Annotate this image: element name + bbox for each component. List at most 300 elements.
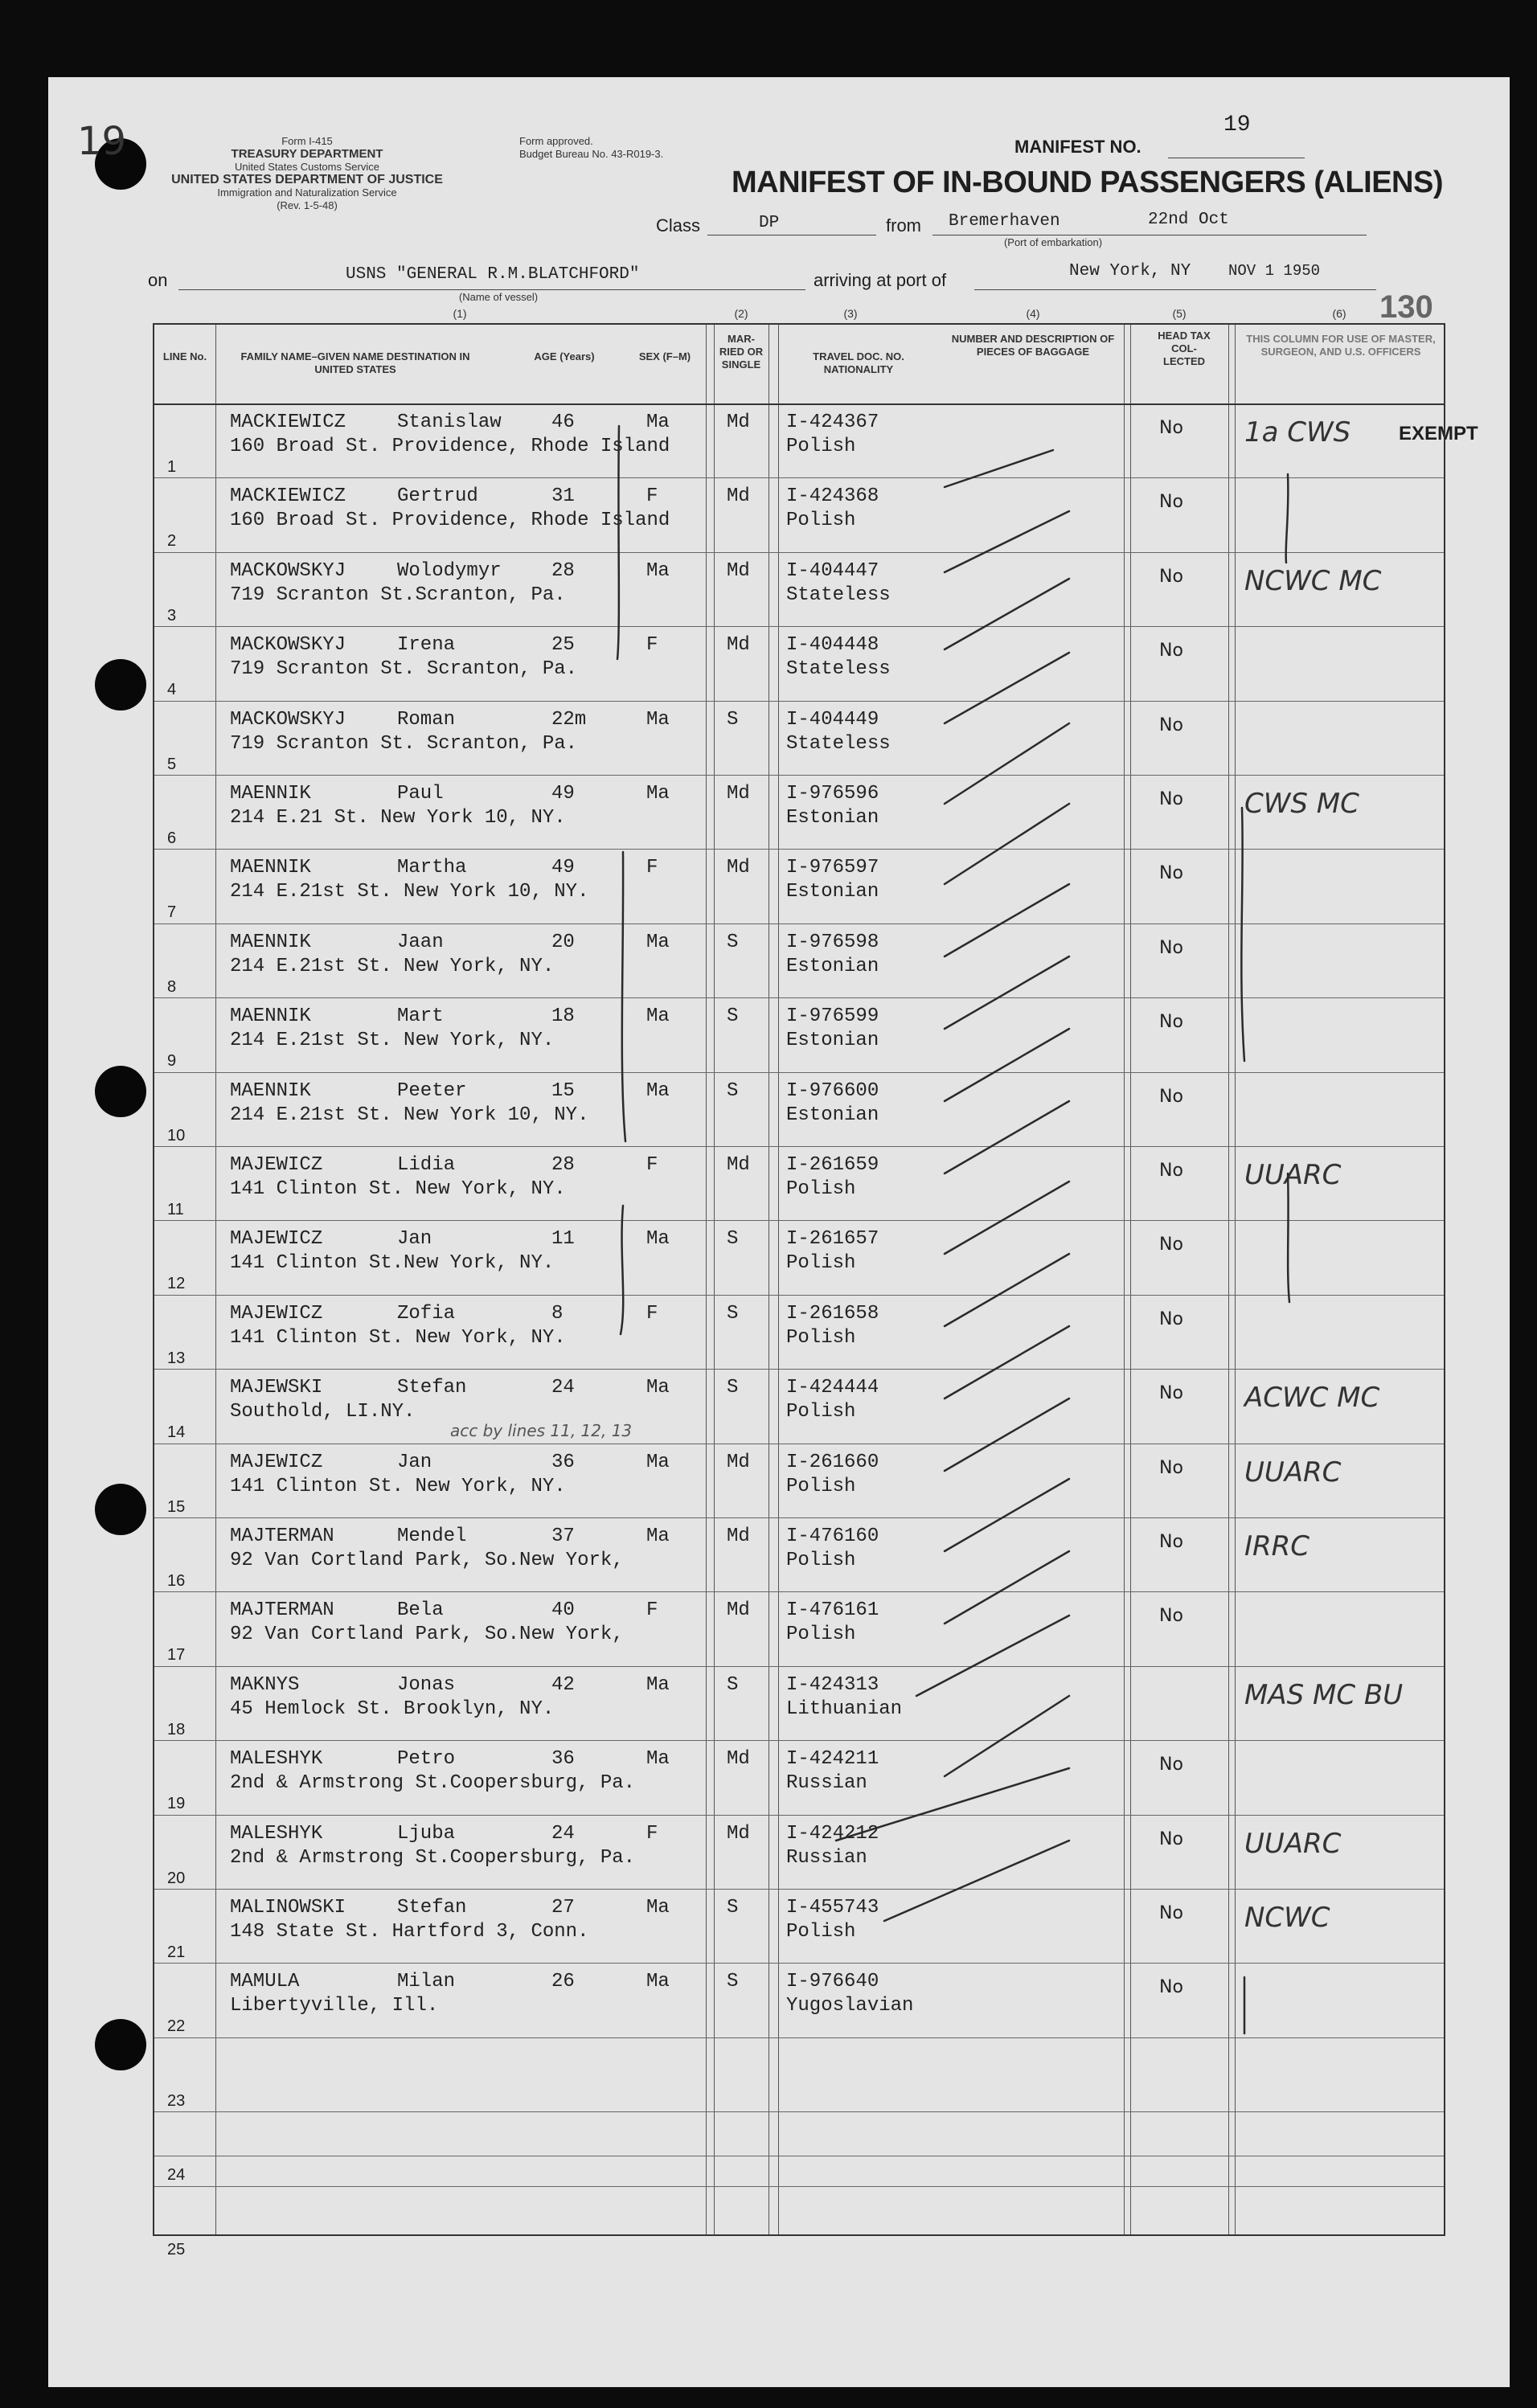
marital-status: S bbox=[727, 1079, 739, 1102]
marital-status: S bbox=[727, 1302, 739, 1325]
destination: 45 Hemlock St. Brooklyn, NY. bbox=[230, 1697, 555, 1720]
destination: 141 Clinton St. New York, NY. bbox=[230, 1326, 566, 1349]
officer-note: UUARC bbox=[1244, 1456, 1342, 1489]
col-head-tax: HEAD TAX COL- LECTED bbox=[1158, 330, 1211, 367]
sex-value: Ma bbox=[646, 1005, 670, 1028]
justice-department: UNITED STATES DEPARTMENT OF JUSTICE bbox=[171, 173, 443, 186]
nationality: Polish bbox=[786, 1475, 856, 1497]
travel-doc-number: I-261660 bbox=[786, 1451, 879, 1473]
age-value: 40 bbox=[551, 1599, 575, 1622]
head-tax: No bbox=[1159, 1755, 1183, 1775]
marital-status: Md bbox=[727, 1451, 750, 1473]
sex-value: F bbox=[646, 1822, 658, 1845]
from-label: from bbox=[886, 215, 921, 235]
nationality: Stateless bbox=[786, 732, 891, 755]
marital-status: Md bbox=[727, 1599, 750, 1622]
sex-value: Ma bbox=[646, 931, 670, 953]
col-head-marital: MAR- RIED OR SINGLE bbox=[719, 333, 764, 371]
given-name: Ljuba bbox=[397, 1822, 456, 1845]
baggage-check-mark bbox=[945, 956, 1069, 1029]
col-num-5: (5) bbox=[1172, 307, 1187, 320]
age-value: 42 bbox=[551, 1673, 575, 1696]
age-value: 46 bbox=[551, 412, 575, 433]
given-name: Stefan bbox=[397, 1377, 467, 1399]
sex-value: Ma bbox=[646, 1451, 670, 1473]
destination: 141 Clinton St. New York, NY. bbox=[230, 1475, 566, 1497]
nationality: Yugoslavian bbox=[786, 1995, 914, 2017]
head-tax: No bbox=[1159, 1086, 1183, 1107]
line-number: 7 bbox=[167, 903, 177, 922]
baggage-check-mark bbox=[836, 1768, 1069, 1841]
col-num-3: (3) bbox=[843, 307, 858, 320]
age-value: 31 bbox=[551, 485, 575, 508]
family-name: MAJEWICZ bbox=[230, 1228, 323, 1251]
immigration-service: Immigration and Naturalization Service bbox=[217, 186, 397, 199]
line-number: 9 bbox=[167, 1052, 177, 1071]
travel-doc-number: I-976598 bbox=[786, 931, 879, 953]
age-value: 28 bbox=[551, 1154, 575, 1176]
line-number: 20 bbox=[167, 1869, 186, 1887]
head-tax: No bbox=[1159, 789, 1183, 809]
line-number: 1 bbox=[167, 458, 177, 476]
head-tax: No bbox=[1159, 1012, 1183, 1033]
nationality: Polish bbox=[786, 1178, 856, 1200]
marital-status: S bbox=[727, 1673, 739, 1696]
travel-doc-number: I-976599 bbox=[786, 1005, 879, 1028]
sex-value: Ma bbox=[646, 783, 670, 805]
col-num-6: (6) bbox=[1332, 307, 1346, 320]
travel-doc-number: I-424444 bbox=[786, 1377, 879, 1399]
given-name: Petro bbox=[397, 1748, 456, 1771]
line-number: 25 bbox=[167, 2240, 186, 2259]
sex-value: Ma bbox=[646, 1228, 670, 1251]
baggage-check-mark bbox=[945, 804, 1069, 884]
family-name: MAENNIK bbox=[230, 1079, 311, 1102]
line-number: 12 bbox=[167, 1275, 186, 1293]
nationality: Stateless bbox=[786, 584, 891, 606]
travel-doc-number: I-404448 bbox=[786, 634, 879, 657]
age-value: 8 bbox=[551, 1302, 564, 1325]
baggage-check-mark bbox=[945, 1326, 1069, 1399]
embark-port: Bremerhaven bbox=[949, 212, 1060, 231]
family-name: MAJTERMAN bbox=[230, 1525, 334, 1547]
marital-status: Md bbox=[727, 783, 750, 805]
officer-line bbox=[1288, 1173, 1289, 1302]
head-tax: No bbox=[1159, 715, 1183, 735]
baggage-check-mark bbox=[945, 1029, 1069, 1101]
nationality: Russian bbox=[786, 1772, 867, 1795]
family-name: MAJTERMAN bbox=[230, 1599, 334, 1622]
given-name: Wolodymyr bbox=[397, 559, 502, 582]
baggage-check-mark bbox=[945, 1399, 1069, 1471]
baggage-check-mark bbox=[945, 1101, 1069, 1173]
family-name: MAJEWICZ bbox=[230, 1154, 323, 1176]
travel-doc-number: I-404449 bbox=[786, 708, 879, 731]
treasury-department: TREASURY DEPARTMENT bbox=[231, 147, 383, 161]
sex-value: Ma bbox=[646, 1971, 670, 1993]
line-number: 19 bbox=[167, 1795, 186, 1813]
col-head-age: AGE (Years) bbox=[534, 350, 595, 362]
sex-value: Ma bbox=[646, 708, 670, 731]
destination: 214 E.21st St. New York, NY. bbox=[230, 955, 555, 977]
given-name: Stefan bbox=[397, 1897, 467, 1919]
age-value: 49 bbox=[551, 783, 575, 805]
nationality: Polish bbox=[786, 1624, 856, 1646]
sex-value: Ma bbox=[646, 1748, 670, 1771]
form-approved: Form approved. bbox=[519, 135, 593, 147]
baggage-check-mark bbox=[945, 723, 1069, 804]
marital-status: Md bbox=[727, 559, 750, 582]
head-tax: No bbox=[1159, 1235, 1183, 1255]
head-tax: No bbox=[1159, 641, 1183, 661]
head-tax: No bbox=[1159, 1383, 1183, 1404]
marital-status: S bbox=[727, 1897, 739, 1919]
given-name: Peeter bbox=[397, 1079, 467, 1102]
family-name: MAMULA bbox=[230, 1971, 300, 1993]
family-name: MALINOWSKI bbox=[230, 1897, 346, 1919]
line-number: 22 bbox=[167, 2017, 186, 2036]
nationality: Russian bbox=[786, 1846, 867, 1869]
family-name: MACKOWSKYJ bbox=[230, 634, 346, 657]
age-value: 37 bbox=[551, 1525, 575, 1547]
family-name: MAJEWICZ bbox=[230, 1302, 323, 1325]
sex-value: F bbox=[646, 1154, 658, 1176]
head-tax: No bbox=[1159, 566, 1183, 587]
nationality: Estonian bbox=[786, 881, 879, 903]
sex-value: Ma bbox=[646, 1079, 670, 1102]
travel-doc-number: I-261657 bbox=[786, 1228, 879, 1251]
officer-line bbox=[1241, 808, 1244, 1061]
destination: 214 E.21st St. New York, NY. bbox=[230, 1030, 555, 1052]
nationality: Polish bbox=[786, 1550, 856, 1571]
sex-value: F bbox=[646, 1302, 658, 1325]
nationality: Polish bbox=[786, 510, 856, 532]
class-label: Class bbox=[656, 215, 701, 235]
destination: Libertyville, Ill. bbox=[230, 1995, 439, 2017]
family-name: MACKOWSKYJ bbox=[230, 708, 346, 731]
given-name: Bela bbox=[397, 1599, 444, 1622]
stamp-number: 130 bbox=[1379, 289, 1433, 325]
age-value: 24 bbox=[551, 1377, 575, 1399]
line-number: 11 bbox=[167, 1201, 184, 1218]
given-name: Paul bbox=[397, 783, 444, 805]
manifest-title: MANIFEST OF IN-BOUND PASSENGERS (ALIENS) bbox=[732, 166, 1443, 199]
travel-doc-number: I-976600 bbox=[786, 1079, 879, 1102]
marital-status: S bbox=[727, 1228, 739, 1251]
check-stroke bbox=[622, 852, 625, 1141]
marital-status: Md bbox=[727, 412, 750, 433]
travel-doc-number: I-976597 bbox=[786, 857, 879, 879]
baggage-check-mark bbox=[884, 1841, 1069, 1921]
sex-value: Ma bbox=[646, 412, 670, 433]
travel-doc-number: I-261659 bbox=[786, 1154, 879, 1176]
travel-doc-number: I-976596 bbox=[786, 783, 879, 805]
officer-note: UUARC bbox=[1244, 1159, 1342, 1191]
given-name: Jonas bbox=[397, 1673, 456, 1696]
travel-doc-number: I-261658 bbox=[786, 1302, 879, 1325]
age-value: 49 bbox=[551, 857, 575, 879]
sex-value: F bbox=[646, 485, 658, 508]
sex-value: Ma bbox=[646, 1377, 670, 1399]
col-head-officers: THIS COLUMN FOR USE OF MASTER, SURGEON, AND U.S. OFFICERS bbox=[1246, 333, 1436, 358]
baggage-check-mark bbox=[945, 1181, 1069, 1254]
family-name: MAENNIK bbox=[230, 931, 311, 953]
age-value: 25 bbox=[551, 634, 575, 657]
destination: Southold, LI.NY. bbox=[230, 1401, 416, 1423]
destination: 214 E.21 St. New York 10, NY. bbox=[230, 807, 566, 829]
nationality: Polish bbox=[786, 1326, 856, 1349]
age-value: 18 bbox=[551, 1005, 575, 1028]
destination: 214 E.21st St. New York 10, NY. bbox=[230, 881, 589, 903]
line-number: 8 bbox=[167, 977, 177, 996]
line-number: 5 bbox=[167, 755, 177, 773]
given-name: Roman bbox=[397, 708, 456, 731]
page-mark: 19 bbox=[77, 119, 127, 164]
baggage-check-mark bbox=[916, 1616, 1069, 1696]
family-name: MAJEWICZ bbox=[230, 1451, 323, 1473]
officer-note: NCWC MC bbox=[1244, 564, 1382, 597]
nationality: Stateless bbox=[786, 658, 891, 681]
baggage-check-mark bbox=[945, 1254, 1069, 1326]
line-number: 10 bbox=[167, 1126, 186, 1145]
nationality: Estonian bbox=[786, 1104, 879, 1126]
officer-note: ACWC MC bbox=[1244, 1382, 1380, 1415]
col-num-2: (2) bbox=[734, 307, 748, 320]
destination: 160 Broad St. Providence, Rhode Island bbox=[230, 436, 670, 457]
marital-status: Md bbox=[727, 1748, 750, 1771]
officer-note: NCWC bbox=[1244, 1902, 1330, 1934]
on-label: on bbox=[148, 270, 168, 290]
line-number: 2 bbox=[167, 532, 177, 551]
head-tax: No bbox=[1159, 1532, 1183, 1552]
check-stroke bbox=[617, 426, 619, 659]
baggage-check-mark bbox=[945, 653, 1069, 723]
officer-note: 1a CWS bbox=[1244, 416, 1351, 448]
marital-status: S bbox=[727, 708, 739, 731]
head-tax: No bbox=[1159, 1457, 1183, 1478]
arriving-label: arriving at port of bbox=[814, 270, 947, 290]
travel-doc-number: I-455743 bbox=[786, 1897, 879, 1919]
baggage-check-mark bbox=[945, 511, 1069, 572]
line-number: 4 bbox=[167, 681, 177, 699]
head-tax: No bbox=[1159, 1161, 1183, 1181]
embark-date: 22nd Oct bbox=[1148, 211, 1229, 229]
travel-doc-number: I-476161 bbox=[786, 1599, 879, 1622]
family-name: MALESHYK bbox=[230, 1822, 323, 1845]
destination: 214 E.21st St. New York 10, NY. bbox=[230, 1104, 589, 1126]
officer-note: IRRC bbox=[1244, 1530, 1310, 1562]
nationality: Estonian bbox=[786, 1030, 879, 1052]
marital-status: S bbox=[727, 1377, 739, 1399]
age-value: 15 bbox=[551, 1079, 575, 1102]
marital-status: Md bbox=[727, 1822, 750, 1845]
travel-doc-number: I-476160 bbox=[786, 1525, 879, 1547]
given-name: Lidia bbox=[397, 1154, 456, 1176]
family-name: MAJEWSKI bbox=[230, 1377, 323, 1399]
family-name: MAENNIK bbox=[230, 857, 311, 879]
travel-doc-number: I-404447 bbox=[786, 559, 879, 582]
baggage-check-mark bbox=[945, 1479, 1069, 1551]
marital-status: S bbox=[727, 1005, 739, 1028]
family-name: MAENNIK bbox=[230, 783, 311, 805]
given-name: Jaan bbox=[397, 931, 444, 953]
line-number: 15 bbox=[167, 1497, 186, 1516]
age-value: 36 bbox=[551, 1451, 575, 1473]
manifest-no-value: 19 bbox=[1223, 113, 1251, 137]
destination: 92 Van Cortland Park, So.New York, bbox=[230, 1624, 624, 1646]
nationality: Estonian bbox=[786, 807, 879, 829]
baggage-check-mark bbox=[945, 1696, 1069, 1776]
baggage-check-mark bbox=[945, 1551, 1069, 1624]
given-name: Stanislaw bbox=[397, 412, 502, 433]
nationality: Polish bbox=[786, 1401, 856, 1423]
age-value: 20 bbox=[551, 931, 575, 953]
travel-doc-number: I-424211 bbox=[786, 1748, 879, 1771]
family-name: MAKNYS bbox=[230, 1673, 300, 1696]
line-number: 6 bbox=[167, 829, 177, 847]
age-value: 22m bbox=[551, 708, 587, 731]
marital-status: Md bbox=[727, 1525, 750, 1547]
sex-value: F bbox=[646, 1599, 658, 1622]
family-name: MACKOWSKYJ bbox=[230, 559, 346, 582]
destination: 719 Scranton St. Scranton, Pa. bbox=[230, 732, 578, 755]
col-head-doc: TRAVEL DOC. NO. NATIONALITY bbox=[813, 350, 904, 375]
officer-note: UUARC bbox=[1244, 1827, 1342, 1860]
sex-value: Ma bbox=[646, 559, 670, 582]
sex-value: F bbox=[646, 634, 658, 657]
given-name: Irena bbox=[397, 634, 456, 657]
age-value: 24 bbox=[551, 1822, 575, 1845]
age-value: 36 bbox=[551, 1748, 575, 1771]
given-name: Zofia bbox=[397, 1302, 456, 1325]
family-name: MACKIEWICZ bbox=[230, 485, 346, 508]
arrival-port: New York, NY bbox=[1069, 262, 1191, 281]
head-tax: No bbox=[1159, 1829, 1183, 1849]
line-number: 17 bbox=[167, 1646, 186, 1665]
destination: 2nd & Armstrong St.Coopersburg, Pa. bbox=[230, 1846, 636, 1869]
budget-bureau: Budget Bureau No. 43-R019-3. bbox=[519, 148, 664, 160]
line-number: 3 bbox=[167, 606, 177, 625]
given-name: Jan bbox=[397, 1451, 432, 1473]
sex-value: F bbox=[646, 857, 658, 879]
head-tax: No bbox=[1159, 1977, 1183, 1998]
head-tax: No bbox=[1159, 1308, 1183, 1329]
col-num-1: (1) bbox=[453, 307, 467, 320]
line-number: 13 bbox=[167, 1349, 186, 1367]
marital-status: S bbox=[727, 931, 739, 953]
nationality: Polish bbox=[786, 1252, 856, 1275]
line-number: 23 bbox=[167, 2091, 186, 2110]
col-num-4: (4) bbox=[1026, 307, 1040, 320]
destination: 719 Scranton St. Scranton, Pa. bbox=[230, 658, 578, 681]
given-name: Martha bbox=[397, 857, 467, 879]
given-name: Milan bbox=[397, 1971, 456, 1993]
nationality: Polish bbox=[786, 436, 856, 457]
pencil-annotation: acc by lines 11, 12, 13 bbox=[450, 1421, 633, 1440]
marital-status: Md bbox=[727, 857, 750, 879]
customs-service: United States Customs Service bbox=[235, 161, 379, 173]
given-name: Gertrud bbox=[397, 485, 478, 508]
officer-line bbox=[1286, 474, 1289, 563]
family-name: MALESHYK bbox=[230, 1748, 323, 1771]
sex-value: Ma bbox=[646, 1525, 670, 1547]
destination: 92 Van Cortland Park, So.New York, bbox=[230, 1550, 624, 1571]
officer-note: MAS MC BU bbox=[1244, 1678, 1404, 1711]
officer-note: CWS MC bbox=[1244, 788, 1359, 820]
baggage-check-mark bbox=[945, 884, 1069, 956]
family-name: MAENNIK bbox=[230, 1005, 311, 1028]
sex-value: Ma bbox=[646, 1673, 670, 1696]
col-head-baggage: NUMBER AND DESCRIPTION OF PIECES OF BAGGAGE bbox=[951, 333, 1115, 358]
marital-status: Md bbox=[727, 634, 750, 657]
age-value: 26 bbox=[551, 1971, 575, 1993]
nationality: Polish bbox=[786, 1921, 856, 1943]
head-tax: No bbox=[1159, 1903, 1183, 1923]
nationality: Estonian bbox=[786, 955, 879, 977]
head-tax: No bbox=[1159, 418, 1183, 438]
age-value: 27 bbox=[551, 1897, 575, 1919]
marital-status: S bbox=[727, 1971, 739, 1993]
age-value: 28 bbox=[551, 559, 575, 582]
form-number: Form I-415 bbox=[281, 135, 333, 147]
destination: 719 Scranton St.Scranton, Pa. bbox=[230, 584, 566, 606]
travel-doc-number: I-424368 bbox=[786, 485, 879, 508]
vessel-name: USNS "GENERAL R.M.BLATCHFORD" bbox=[346, 265, 640, 284]
col-head-line: LINE No. bbox=[162, 350, 207, 362]
class-value: DP bbox=[759, 214, 780, 232]
destination: 148 State St. Hartford 3, Conn. bbox=[230, 1921, 589, 1943]
embark-caption: (Port of embarkation) bbox=[1003, 236, 1103, 248]
head-tax: No bbox=[1159, 937, 1183, 958]
travel-doc-number: I-976640 bbox=[786, 1971, 879, 1993]
marital-status: Md bbox=[727, 485, 750, 508]
destination: 141 Clinton St.New York, NY. bbox=[230, 1252, 555, 1275]
destination: 2nd & Armstrong St.Coopersburg, Pa. bbox=[230, 1772, 636, 1795]
line-number: 14 bbox=[167, 1423, 186, 1442]
family-name: MACKIEWICZ bbox=[230, 412, 346, 433]
col-head-name: FAMILY NAME–GIVEN NAME DESTINATION IN UNITED STATES bbox=[240, 350, 470, 375]
vessel-caption: (Name of vessel) bbox=[458, 291, 539, 303]
sex-value: Ma bbox=[646, 1897, 670, 1919]
given-name: Jan bbox=[397, 1228, 432, 1251]
baggage-check-mark bbox=[945, 579, 1069, 649]
baggage-check-mark bbox=[945, 450, 1053, 487]
head-tax: No bbox=[1159, 1606, 1183, 1627]
nationality: Lithuanian bbox=[786, 1697, 903, 1720]
col-head-sex: SEX (F–M) bbox=[638, 350, 691, 362]
line-number: 24 bbox=[167, 2166, 186, 2185]
travel-doc-number: I-424212 bbox=[786, 1822, 879, 1845]
destination: 141 Clinton St. New York, NY. bbox=[230, 1178, 566, 1200]
form-revision: (Rev. 1-5-48) bbox=[277, 199, 338, 211]
travel-doc-number: I-424367 bbox=[786, 412, 879, 433]
given-name: Mendel bbox=[397, 1525, 467, 1547]
destination: 160 Broad St. Providence, Rhode Island bbox=[230, 510, 670, 532]
given-name: Mart bbox=[397, 1005, 444, 1028]
line-number: 18 bbox=[167, 1720, 186, 1738]
head-tax: No bbox=[1159, 492, 1183, 513]
age-value: 11 bbox=[551, 1228, 575, 1251]
travel-doc-number: I-424313 bbox=[786, 1673, 879, 1696]
arrival-date-stamp: NOV 1 1950 bbox=[1228, 262, 1321, 280]
check-stroke bbox=[621, 1206, 623, 1334]
line-number: 21 bbox=[167, 1943, 186, 1961]
line-number: 16 bbox=[167, 1572, 186, 1590]
head-tax: No bbox=[1159, 863, 1183, 884]
marital-status: Md bbox=[727, 1154, 750, 1176]
manifest-no-label: MANIFEST NO. bbox=[1014, 137, 1141, 157]
exempt-stamp: EXEMPT bbox=[1399, 423, 1478, 444]
